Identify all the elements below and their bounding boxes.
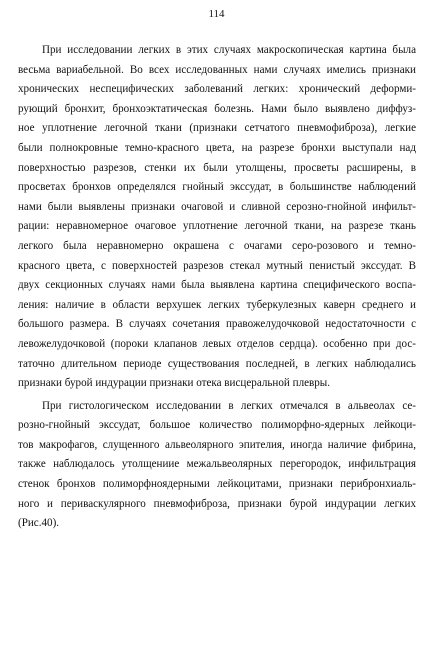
text-line: поверхностью разрезов, стенки их были утолщены, просветы расширены, в <box>18 161 416 174</box>
text-line: (Рис.40). <box>18 517 60 530</box>
text-line: ления: наличие в области верхушек легких туберкулезных каверн среднего и <box>18 298 416 311</box>
text-line: ного и периваскулярного пневмофиброза, признаки бурой индурации легких <box>18 497 416 510</box>
paragraph-histological-findings <box>18 397 416 534</box>
text-line: также наблюдалось утолщениие межальвеолярных перегородок, инфильтрация <box>18 458 416 471</box>
text-line: были полнокровные темно-красного цвета, на разрезе бронхи выступали над <box>18 141 416 154</box>
text-line: весьма вариабельной. Во всех исследованных нами случаях имелись признаки <box>18 63 416 76</box>
text-line: двух секционных случаях нами была выявлена картина специфического воспа- <box>18 279 416 292</box>
text-line: хронических неспецифических заболеваний легких: хронический деформи- <box>18 83 416 96</box>
text-line: При исследовании легких в этих случаях макроскопическая картина была <box>42 44 416 56</box>
text-line: таточно длительном периоде существования последней, в легких наблюдались <box>18 357 416 370</box>
text-line: легкого была неравномерно окрашена с очагами серо-розового и темно- <box>18 239 416 252</box>
text-line: красного цвета, с поверхностей разрезов стекал мутный пенистый экссудат. В <box>18 259 416 272</box>
text-line: тов макрофагов, слущенного альвеолярного эпителия, иногда наличие фибрина, <box>18 438 416 451</box>
text-line: просветах бронхов определялся гнойный экссудат, в большинстве наблюдений <box>18 181 416 194</box>
page-number: 114 <box>208 8 225 20</box>
text-line: рующий бронхит, бронхоэктатическая болезнь. Нами было выявлено диффуз- <box>18 102 416 115</box>
text-line: левожелудочковой (пороки клапанов левых отделов сердца). особенно при дос- <box>18 337 416 350</box>
paragraph-macroscopic-findings <box>18 41 416 394</box>
text-line: ное уплотнение легочной ткани (признаки сетчатого пневмофиброза), легкие <box>18 122 416 135</box>
text-line: признаки бурой индурации признаки отека висцеральной плевры. <box>18 377 331 390</box>
body-text <box>18 41 416 534</box>
text-line: нами были выявлены признаки очаговой и сливной серозно-гнойной инфильт- <box>18 200 416 213</box>
text-line: большого размера. В случаях сочетания правожелудочковой недостаточности с <box>18 318 416 331</box>
text-line: рации: неравномерное очаговое уплотнение легочной ткани, на разрезе ткань <box>18 220 416 233</box>
text-line: При гистологическом исследовании в легких отмечался в альвеолах се- <box>42 399 416 412</box>
text-line: розно-гнойный экссудат, большое количество полиморфно-ядерных лейкоци- <box>18 419 416 432</box>
text-line: стенок бронхов полиморфноядерными лейкоцитами, признаки перибронхиаль- <box>18 478 416 491</box>
